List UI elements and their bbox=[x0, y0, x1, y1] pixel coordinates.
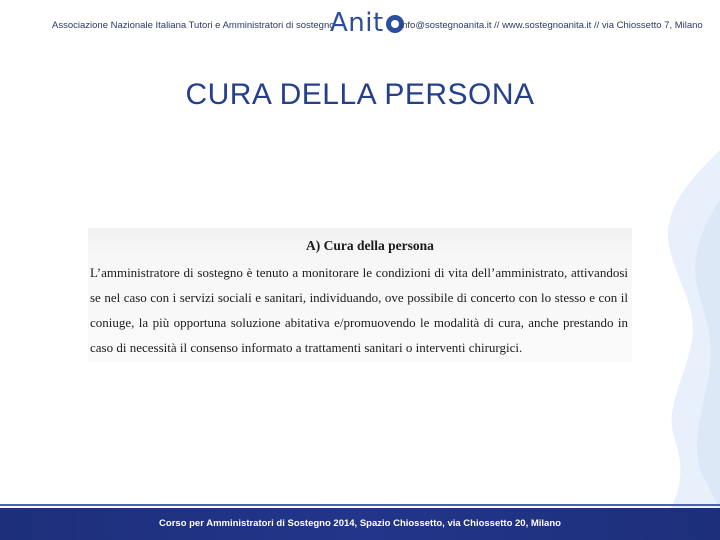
slide-footer bbox=[0, 508, 720, 540]
logo-text: Anit bbox=[330, 8, 384, 38]
association-name: Associazione Nazionale Italiana Tutori e Amministratori di sostegno bbox=[52, 20, 335, 31]
footer-text: Corso per Amministratori di Sostegno 2014, Spazio Chiossetto, via Chiossetto 20, Milano bbox=[159, 518, 561, 529]
footer-divider bbox=[0, 504, 720, 506]
scanned-document-excerpt bbox=[88, 228, 632, 362]
slide-title: CURA DELLA PERSONA bbox=[185, 78, 535, 111]
slide-header bbox=[0, 0, 720, 52]
document-heading: A) Cura della persona bbox=[306, 238, 434, 253]
contact-info: info@sostegnoanita.it // www.sostegnoanita.it // via Chiossetto 7, Milano bbox=[400, 20, 703, 31]
document-body: L’amministratore di sostegno è tenuto a monitorare le condizioni di vita dell’amministrato, attivandosi se nel caso con i servizi sociali e sanitari, individuando, ove possibile di concerto con lo stesso e con il coniuge, la più opportuna soluzione abitativa e/promuovendo le modalità di cura, anche prestando in caso di necessità il consenso informato a trattamenti sanitari o interventi chirurgici. bbox=[90, 265, 628, 355]
anita-logo bbox=[330, 8, 404, 40]
